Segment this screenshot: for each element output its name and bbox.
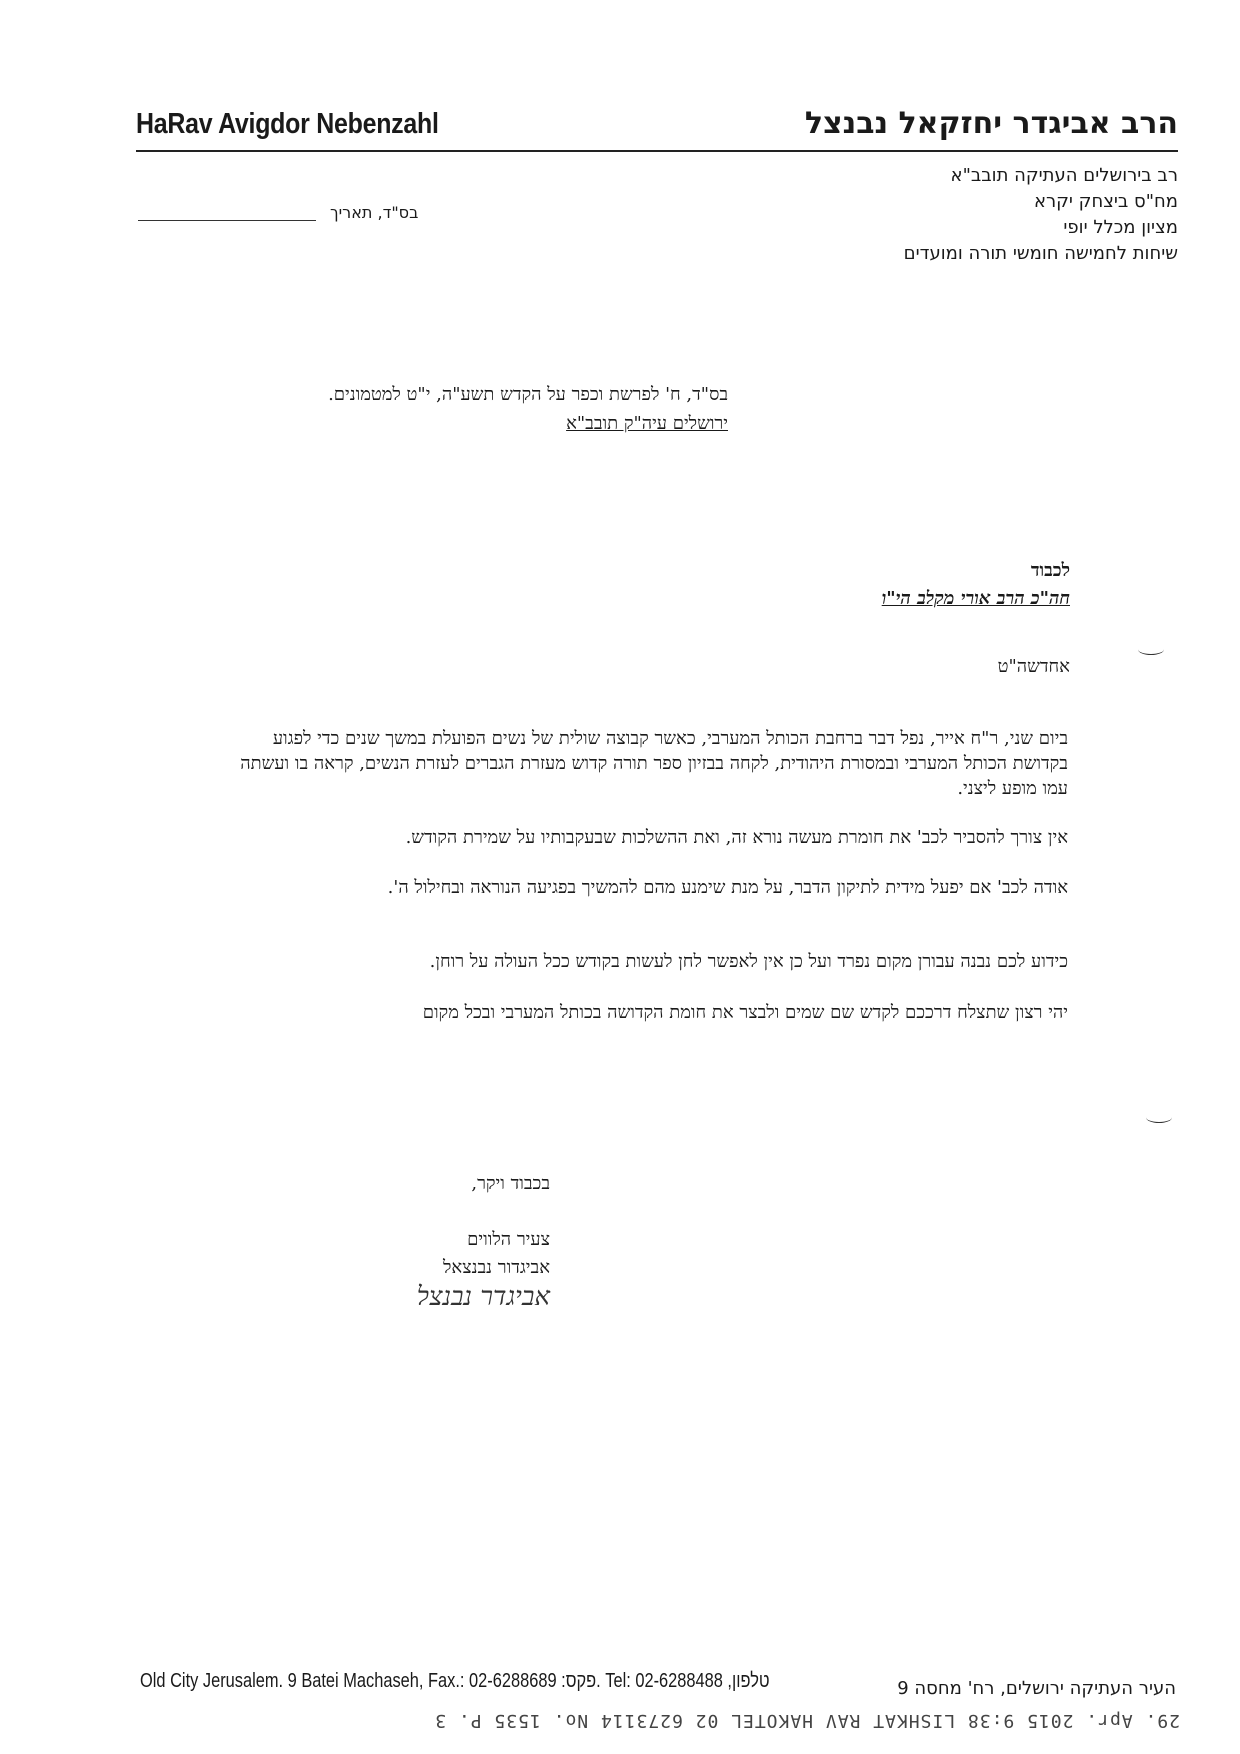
closing-salutation: בכבוד ויקר, [471, 1173, 550, 1194]
date-label: בס"ד, תאריך [330, 203, 419, 222]
letterhead-english-name: HaRav Avigdor Nebenzahl [136, 108, 439, 140]
body-paragraph-5: יהי רצון שתצלח דרככם לקדש שם שמים ולבצר את חומת הקדושה בכותל המערבי ובכל מקום [422, 1002, 1068, 1023]
title-line: מח"ס ביצחק יקרא [1033, 191, 1178, 212]
fax-header-line: 29. Apr. 2015 9:38 LISHKAT RAV HAKOTEL 02 6273114 No. 1535 P. 3 [434, 1710, 1180, 1731]
addressee-name: חה"כ הרב אורי מקלב הי"ו [881, 588, 1070, 609]
handwritten-signature: אביגדר נבנצל [416, 1282, 550, 1312]
title-line: רב בירושלים העתיקה תובב"א [950, 165, 1178, 186]
signer-name: אביגדור נבנצאל [443, 1257, 550, 1278]
footer-address-hebrew: העיר העתיקה ירושלים, רח' מחסה 9 [897, 1678, 1176, 1699]
signer-title: צעיר הלווים [467, 1229, 550, 1250]
body-paragraph-3: אודה לכב' אם יפעל מידית לתיקון הדבר, על מנת שימנע מהם להמשיך בפגיעה הנוראה ובחילול ה'. [387, 877, 1068, 898]
addressee-block [882, 557, 1070, 613]
body-paragraph-4: כידוע לכם נבנה עבורן מקום נפרד ועל כן אין לאפשר לחן לעשות בקודש ככל העולה על רוחן. [429, 951, 1068, 972]
date-line-2: ירושלים עיה"ק תובב"א [566, 413, 728, 434]
letterhead-rule [136, 150, 1178, 152]
title-line: שיחות לחמישה חומשי תורה ומועדים [903, 243, 1178, 264]
date-block [328, 380, 728, 438]
date-fill-line [138, 220, 316, 221]
addressee-honor: לכבוד [1030, 560, 1070, 581]
letterhead-titles [904, 163, 1178, 267]
signer-block [443, 1226, 550, 1282]
body-paragraph-2: אין צורך להסביר לכב' את חומרת מעשה נורא זה, ואת ההשלכות שבעקבותיו על שמירת הקודש. [405, 827, 1068, 848]
margin-mark [1138, 644, 1164, 655]
margin-mark [1146, 1112, 1172, 1123]
body-paragraph-1: ביום שני, ר"ח אייר, נפל דבר ברחבת הכותל המערבי, כאשר קבוצה שולית של נשים הפועלת במשך שנים כדי לפגוע בקדושת הכותל המערבי ובמסורת היהודית, לקחה בבזיון ספר תורה קדוש מעזרת הגברים לעזרת הנשים, קראה בו ועשתה עמו מופע ליצני. [240, 728, 1068, 799]
date-line-1: בס"ד, ח' לפרשת וכפר על הקדש תשע"ה, י"ט למטמונים. [328, 384, 728, 405]
letterhead-hebrew-name: הרב אביגדר יחזקאל נבנצל [804, 106, 1178, 141]
greeting: אחדשה"ט [997, 656, 1070, 677]
footer-address-english: Old City Jerusalem. 9 Batei Machaseh, Fax.: 02-6288689 :פקס. Tel: 02-6288488 ,טלפון [140, 1670, 770, 1692]
title-line: מציון מכלל יופי [1063, 217, 1178, 238]
